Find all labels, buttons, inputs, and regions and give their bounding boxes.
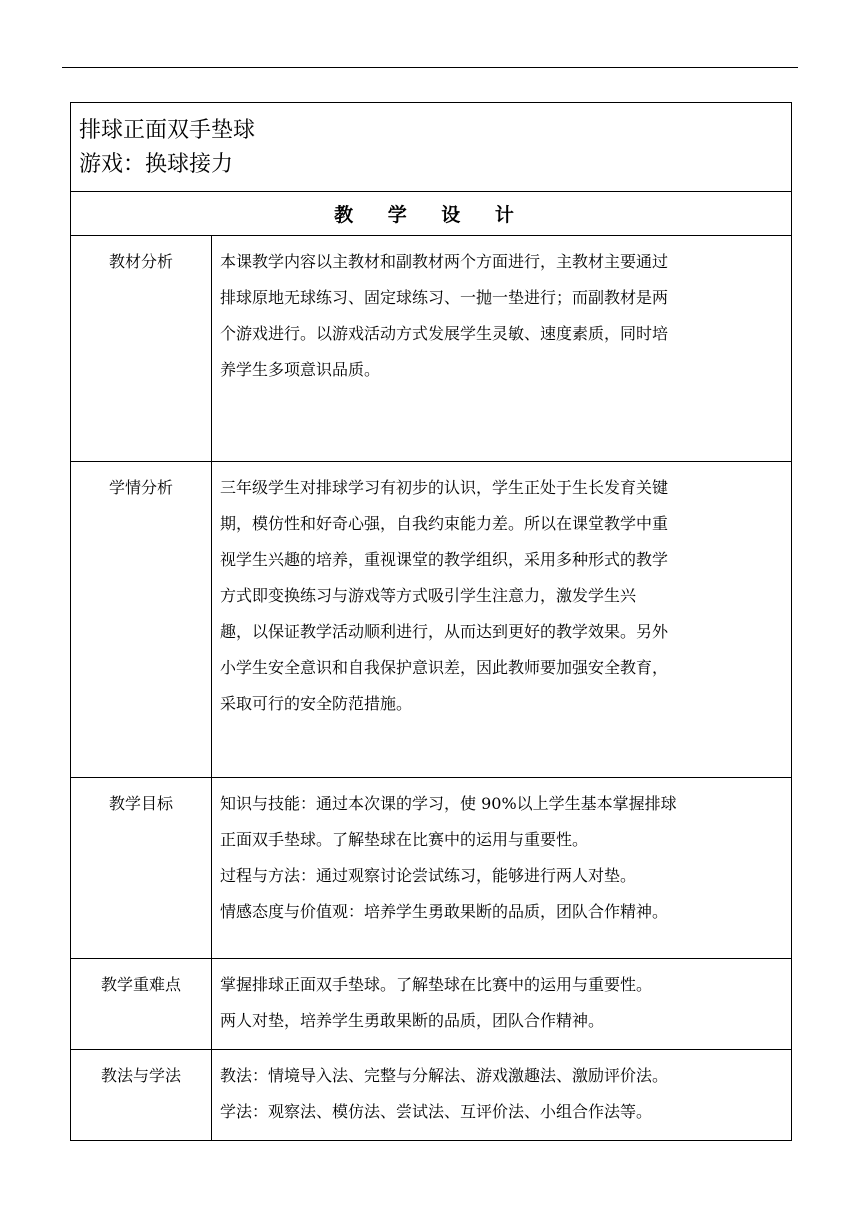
text-line: 知识与技能：通过本次课的学习，使 90%以上学生基本掌握排球 <box>220 794 677 813</box>
text-line: 过程与方法：通过观察讨论尝试练习，能够进行两人对垫。 <box>220 866 637 885</box>
header-rule <box>62 67 798 68</box>
text-line: 情感态度与价值观：培养学生勇敢果断的品质，团队合作精神。 <box>220 902 669 921</box>
row-label-material-analysis: 教材分析 <box>108 252 173 271</box>
row-label-cell <box>71 236 212 462</box>
row-label-cell <box>71 959 212 1050</box>
text-line: 养学生多项意识品质。 <box>220 360 381 379</box>
text-line: 本课教学内容以主教材和副教材两个方面进行，主教材主要通过 <box>220 252 669 271</box>
title-cell <box>71 103 792 192</box>
text-line: 掌握排球正面双手垫球。了解垫球在比赛中的运用与重要性。 <box>220 975 653 994</box>
table-row <box>71 778 792 959</box>
row-label-methods: 教法与学法 <box>100 1066 181 1085</box>
text-line: 小学生安全意识和自我保护意识差，因此教师要加强安全教育， <box>220 658 669 677</box>
text-line: 两人对垫，培养学生勇敢果断的品质，团队合作精神。 <box>220 1011 605 1030</box>
row-label-teaching-objectives: 教学目标 <box>108 794 173 813</box>
title-row <box>71 103 792 192</box>
row-label-cell <box>71 778 212 959</box>
text-line: 教法：情境导入法、完整与分解法、游戏激趣法、激励评价法。 <box>220 1066 669 1085</box>
row-content-student-analysis <box>212 462 792 778</box>
table-row <box>71 462 792 778</box>
text-line: 方式即变换练习与游戏等方式吸引学生注意力，激发学生兴 <box>220 586 637 605</box>
table-row <box>71 959 792 1050</box>
section-heading-row <box>71 192 792 236</box>
text-line: 三年级学生对排球学习有初步的认识，学生正处于生长发育关键 <box>220 478 669 497</box>
row-label-key-points: 教学重难点 <box>100 975 181 994</box>
row-label-cell <box>71 462 212 778</box>
row-content-key-points <box>212 959 792 1050</box>
text-line: 视学生兴趣的培养，重视课堂的教学组织，采用多种形式的教学 <box>220 550 669 569</box>
row-label-cell <box>71 1050 212 1141</box>
lesson-title: 排球正面双手垫球 <box>79 118 256 143</box>
text-line: 期，模仿性和好奇心强，自我约束能力差。所以在课堂教学中重 <box>220 514 669 533</box>
section-heading: 教 学 设 计 <box>71 192 792 236</box>
text-line: 学法：观察法、模仿法、尝试法、互评价法、小组合作法等。 <box>220 1102 653 1121</box>
text-line: 趣，以保证教学活动顺利进行，从而达到更好的教学效果。另外 <box>220 622 669 641</box>
text-line: 个游戏进行。以游戏活动方式发展学生灵敏、速度素质，同时培 <box>220 324 669 343</box>
table-row <box>71 236 792 462</box>
text-line: 排球原地无球练习、固定球练习、一抛一垫进行；而副教材是两 <box>220 288 669 307</box>
row-content-methods <box>212 1050 792 1141</box>
text-line: 采取可行的安全防范措施。 <box>220 694 413 713</box>
row-content-teaching-objectives <box>212 778 792 959</box>
lesson-plan-table <box>70 102 792 1141</box>
table-row <box>71 1050 792 1141</box>
text-line: 正面双手垫球。了解垫球在比赛中的运用与重要性。 <box>220 830 589 849</box>
row-content-material-analysis <box>212 236 792 462</box>
lesson-game-title: 游戏：换球接力 <box>79 152 234 177</box>
row-label-student-analysis: 学情分析 <box>108 478 173 497</box>
